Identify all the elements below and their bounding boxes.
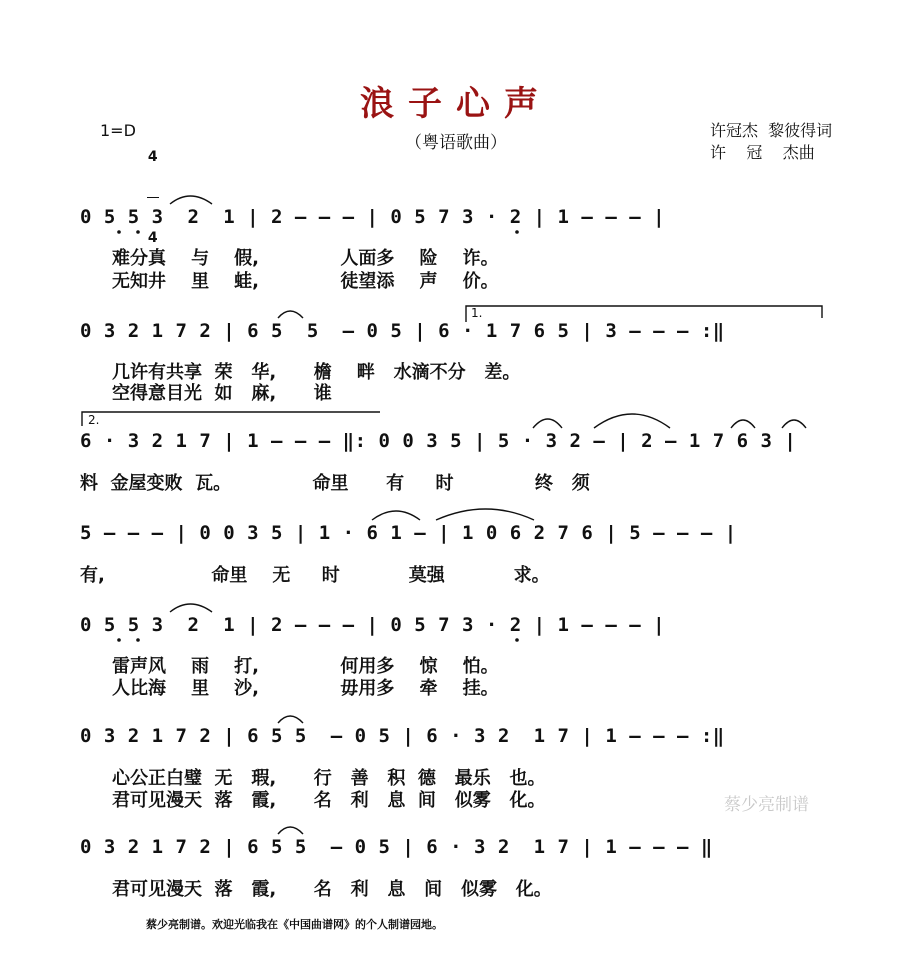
slur-8	[436, 509, 534, 520]
slur-1	[170, 196, 212, 204]
lower-octave-dot	[515, 638, 519, 642]
notation-line-3: 6 · 3 2 1 7 | 1 – – – ‖: 0 0 3 5 | 5 · 3 2 – | 2 – 1 7 6 3 |	[80, 430, 797, 452]
slur-11	[278, 827, 303, 834]
volta-2-bracket	[82, 412, 380, 426]
volta-1-bracket	[466, 306, 822, 322]
notation-line-1: 0 5 5 3 2 1 | 2 – – – | 0 5 7 3 · 2 | 1 – – – |	[80, 206, 666, 228]
slur-3	[533, 419, 562, 428]
lyric-line-5b: 人比海 里 沙, 毋用多 牵 挂。	[112, 678, 499, 699]
lower-octave-dot	[117, 638, 121, 642]
lower-octave-dot	[515, 230, 519, 234]
slur-7	[372, 511, 420, 520]
slur-6	[782, 420, 806, 428]
time-signature-top: 4	[147, 149, 158, 165]
lower-octave-dot	[136, 230, 140, 234]
notation-line-7: 0 3 2 1 7 2 | 6 5 5 – 0 5 | 6 · 3 2 1 7 | 1 – – – ‖	[80, 836, 713, 858]
footer-note: 蔡少亮制谱。欢迎光临我在《中国曲谱网》的个人制谱园地。	[146, 918, 443, 931]
lyric-line-5a: 雷声风 雨 打, 何用多 惊 怕。	[112, 656, 499, 677]
time-signature-bottom: 4	[147, 230, 158, 246]
lyric-line-6b: 君可见漫天 落 霞, 名 利 息 间 似雾 化。	[112, 790, 546, 811]
slur-5	[731, 420, 755, 428]
volta-1-label: 1.	[471, 306, 483, 320]
notation-line-6: 0 3 2 1 7 2 | 6 5 5 – 0 5 | 6 · 3 2 1 7 | 1 – – – :‖	[80, 725, 725, 747]
notation-line-4: 5 – – – | 0 0 3 5 | 1 · 6 1 – | 1 0 6 2 7 6 | 5 – – – |	[80, 522, 737, 544]
slur-9	[170, 604, 212, 612]
composer-credit: 许 冠 杰曲	[710, 143, 815, 162]
lyric-line-3: 料 金屋变败 瓦。 命里 有 时 终 须	[80, 473, 590, 494]
lyricist-credit: 许冠杰 黎彼得词	[710, 121, 833, 140]
volta-2-label: 2.	[88, 413, 100, 427]
lyric-line-7: 君可见漫天 落 霞, 名 利 息 间 似雾 化。	[112, 879, 552, 900]
notation-line-2: 0 3 2 1 7 2 | 6 5 5 – 0 5 | 6 · 1 7 6 5 | 3 – – – :‖	[80, 320, 725, 342]
notation-line-5: 0 5 5 3 2 1 | 2 – – – | 0 5 7 3 · 2 | 1 – – – |	[80, 614, 666, 636]
watermark: 蔡少亮制谱	[724, 795, 809, 815]
song-title: 浪子心声	[360, 84, 552, 124]
slur-4	[594, 414, 670, 428]
key-signature: 1=D	[100, 121, 136, 140]
slur-10	[278, 716, 303, 723]
lyric-line-6a: 心公正白璧 无 瑕, 行 善 积 德 最乐 也。	[112, 768, 546, 789]
lyric-line-4: 有, 命里 无 时 莫强 求。	[80, 565, 550, 586]
slur-2	[278, 311, 303, 318]
lyric-line-2b: 空得意目光 如 麻, 谁	[112, 383, 332, 404]
lower-octave-dot	[117, 230, 121, 234]
lyric-line-1b: 无知井 里 蛙, 徒望添 声 价。	[112, 271, 499, 292]
lyric-line-2a: 几许有共享 荣 华, 檐 畔 水滴不分 差。	[112, 362, 521, 383]
song-subtitle: （粤语歌曲）	[405, 133, 507, 153]
lower-octave-dot	[136, 638, 140, 642]
lyric-line-1a: 难分真 与 假, 人面多 险 诈。	[112, 248, 499, 269]
